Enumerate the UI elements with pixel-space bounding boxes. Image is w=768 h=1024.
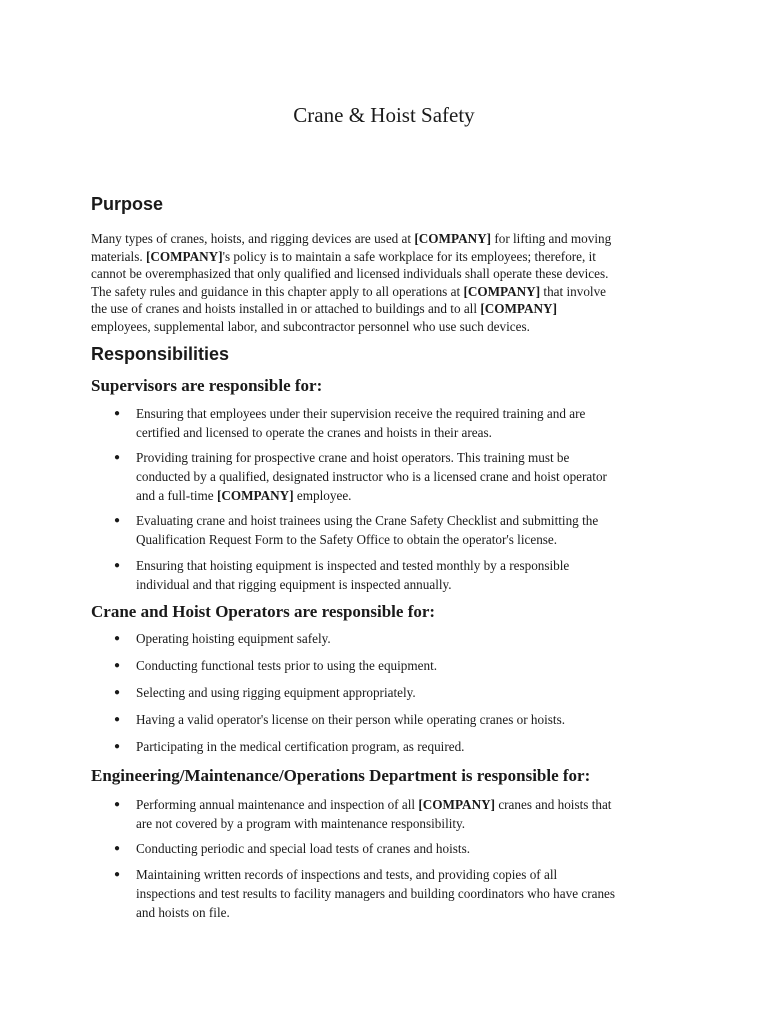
bullet-icon: ● — [114, 452, 121, 463]
paragraph-line: employees, supplemental labor, and subcontractor personnel who use such devices. — [91, 318, 530, 334]
list-item — [91, 683, 691, 702]
engineering-list — [91, 795, 691, 922]
list-item — [91, 556, 691, 594]
supervisors-list — [91, 404, 691, 594]
list-item-line: are not covered by a program with maintenance responsibility. — [136, 816, 466, 831]
bullet-icon: ● — [114, 408, 121, 419]
list-item-line: Providing training for prospective crane and hoist operators. This training must be — [136, 450, 570, 465]
company-placeholder: [COMPANY] — [216, 488, 294, 503]
list-item — [91, 737, 691, 756]
company-placeholder: [COMPANY] — [418, 797, 496, 812]
list-item — [91, 656, 691, 675]
paragraph-line: The safety rules and guidance in this chapter apply to all operations at [COMPANY] that involve — [91, 283, 607, 299]
supervisors-heading: Supervisors are responsible for: — [91, 376, 323, 395]
operators-list — [91, 629, 691, 756]
list-item-line: Conducting periodic and special load tests of cranes and hoists. — [136, 841, 471, 856]
paragraph-line: Many types of cranes, hoists, and rigging devices are used at [COMPANY] for lifting and moving — [91, 231, 612, 246]
bullet-icon: ● — [114, 869, 121, 880]
list-item-line: and a full-time [COMPANY] employee. — [136, 488, 352, 503]
paragraph-line: materials. [COMPANY]'s policy is to maintain a safe workplace for its employees; therefore, it — [91, 248, 596, 264]
list-item — [91, 795, 691, 833]
paragraph-line: the use of cranes and hoists installed in or attached to buildings and to all [COMPANY] — [91, 301, 557, 316]
list-item-line: certified and licensed to operate the cranes and hoists in their areas. — [136, 425, 492, 440]
list-item-line: Selecting and using rigging equipment appropriately. — [136, 685, 416, 700]
list-item-line: individual and that rigging equipment is inspected annually. — [136, 577, 452, 592]
list-item — [91, 448, 691, 505]
paragraph-line: cannot be overemphasized that only qualified and licensed individuals shall operate these devices. — [91, 266, 609, 281]
list-item — [91, 710, 691, 729]
purpose-heading: Purpose — [91, 194, 164, 214]
bullet-icon: ● — [114, 741, 121, 752]
purpose-paragraph — [91, 230, 686, 335]
responsibilities-heading: Responsibilities — [91, 344, 230, 364]
list-item-line: Ensuring that hoisting equipment is inspected and tested monthly by a responsible — [136, 558, 570, 573]
list-item — [91, 629, 691, 648]
operators-heading: Crane and Hoist Operators are responsible for: — [91, 602, 436, 621]
bullet-icon: ● — [114, 633, 121, 644]
list-item-line: Participating in the medical certification program, as required. — [136, 739, 465, 754]
bullet-icon: ● — [114, 515, 121, 526]
company-placeholder: [COMPANY] — [463, 283, 541, 299]
company-placeholder: [COMPANY] — [480, 301, 557, 316]
company-placeholder: [COMPANY] — [145, 248, 223, 264]
list-item-line: Performing annual maintenance and inspection of all [COMPANY] cranes and hoists that — [136, 797, 612, 812]
list-item-line: Having a valid operator's license on their person while operating cranes or hoists. — [136, 712, 566, 727]
engineering-heading: Engineering/Maintenance/Operations Department is responsible for: — [91, 766, 591, 785]
list-item-line: Evaluating crane and hoist trainees using the Crane Safety Checklist and submitting the — [136, 513, 599, 528]
bullet-icon: ● — [114, 687, 121, 698]
list-item-line: Ensuring that employees under their supervision receive the required training and are — [136, 406, 586, 421]
list-item-line: Operating hoisting equipment safely. — [136, 631, 331, 646]
list-item-line: Maintaining written records of inspections and tests, and providing copies of all — [136, 867, 558, 882]
company-placeholder: [COMPANY] — [414, 231, 492, 246]
list-item-line: inspections and test results to facility managers and building coordinators who have cranes — [136, 886, 616, 901]
bullet-icon: ● — [114, 560, 121, 571]
list-item — [91, 511, 691, 549]
list-item — [91, 865, 691, 922]
bullet-icon: ● — [114, 660, 121, 671]
bullet-icon: ● — [114, 843, 121, 854]
list-item — [91, 404, 691, 442]
document-title: Crane & Hoist Safety — [293, 103, 475, 127]
list-item-line: conducted by a qualified, designated instructor who is a licensed crane and hoist operator — [136, 469, 607, 484]
list-item — [91, 839, 691, 858]
list-item-line: Conducting functional tests prior to using the equipment. — [136, 658, 438, 673]
list-item-line: and hoists on file. — [136, 905, 230, 920]
bullet-icon: ● — [114, 714, 121, 725]
bullet-icon: ● — [114, 799, 121, 810]
list-item-line: Qualification Request Form to the Safety Office to obtain the operator's license. — [136, 532, 558, 547]
